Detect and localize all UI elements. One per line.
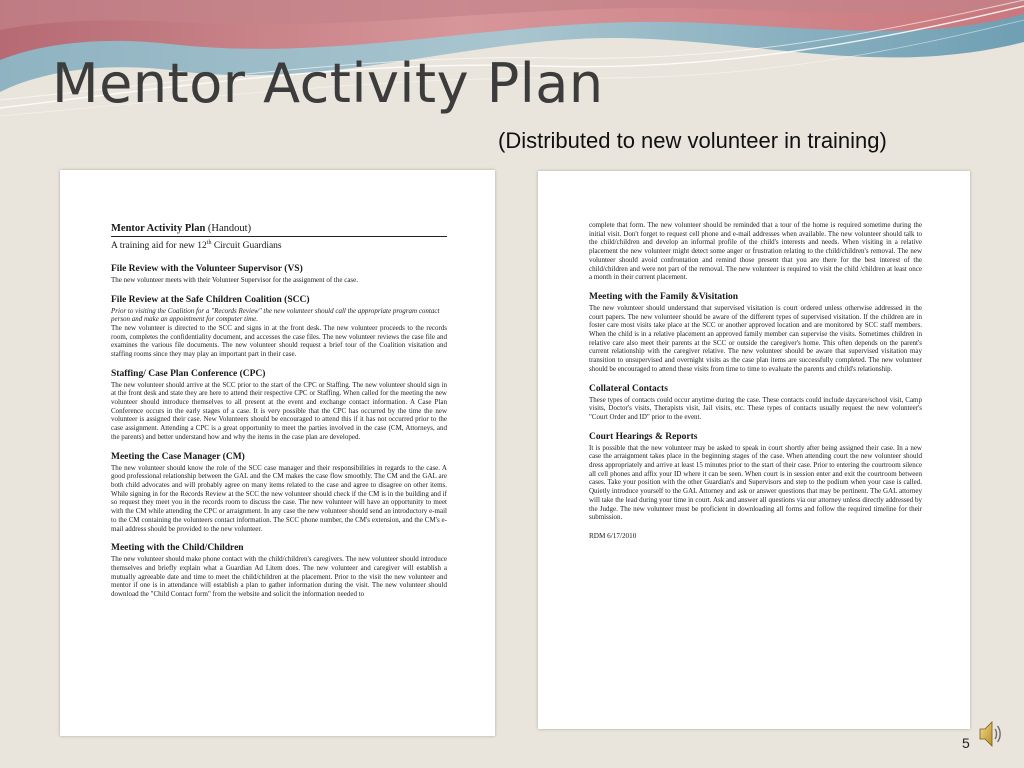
- section-heading: Meeting with the Child/Children: [111, 543, 244, 554]
- section-body: The new volunteer meets with their Volunteer Supervisor for the assignment of the case.: [111, 276, 359, 285]
- section-body: The new volunteer should arrive at the SCC prior to the start of the CPC or Staffing. The new volunteer should sign in at the front desk and state they are here to attend their respective CPC or Staffing. When called for the meeting the new volunteer should introduce themselves to all present at the event and exchange contact information. A Case Plan Conference occurs in the early stages of a case. It is very possible that the CPC has occurred by the time the new volunteer is assigned their case. New Volunteers should be encouraged to attend this if it has not occurred prior to the case assignment. Attending a CPC is a great opportunity to meet the parties involved in the case (CM, Attorneys, and the parents) and better understand how and why the items in the case plan are developed.: [111, 380, 447, 441]
- handout-subtitle: A training aid for new 12th Circuit Guardians: [111, 236, 447, 252]
- section-heading: Meeting the Case Manager (CM): [111, 451, 245, 462]
- section-body: The new volunteer should know the role of the SCC case manager and their responsibilities in regards to the case. A good professional relationship between the GAL and the CM makes the case flow smoothly. The CM and the GAL are both child advocates and will probably agree on many items related to the case and agree to disagree on other items. While signing in for the Records Review at the SCC the new volunteer should check if the CM is in the building and if so request they meet you in the records room to discuss the case. The new volunteer will have an opportunity to meet with the CM while attending the CPC or arraignment. In any case the new volunteer should send an introductory e-mail to the CM containing the volunteers contact information. The SCC phone number, the CM's extension, and the CM's e-mail address should be provided to the new volunteer.: [111, 463, 447, 533]
- section-heading: Collateral Contacts: [589, 383, 668, 394]
- section-heading: File Review at the Safe Children Coalition (SCC): [111, 294, 310, 305]
- section-child-children: [111, 543, 447, 599]
- handout-page-2: [538, 171, 970, 729]
- page-number: 5: [962, 735, 970, 751]
- slide-subtitle: (Distributed to new volunteer in training): [498, 128, 887, 153]
- section-body: These types of contacts could occur anytime during the case. These contacts could include daycare/school visit, Camp visits, Doctor's visits, Therapists visit, Jail visits, etc. These types of contacts usually request the new volunteer's "Court Order and ID" prior to the event.: [589, 395, 922, 421]
- handout-title-text: Mentor Activity Plan: [111, 223, 206, 234]
- section-note: Prior to visiting the Coalition for a "Records Review" the new volunteer should call the appropriate program contact person and make an appointment for computer time.: [111, 306, 440, 324]
- slide-title: Mentor Activity Plan: [52, 52, 604, 115]
- handout-page-1: [60, 170, 495, 736]
- section-family-visitation: [589, 292, 922, 374]
- section-file-review-vs: [111, 264, 447, 285]
- section-court-hearings: [589, 432, 922, 522]
- section-heading: Staffing/ Case Plan Conference (CPC): [111, 368, 266, 379]
- section-staffing-cpc: [111, 369, 447, 442]
- handout-label: (Handout): [207, 223, 252, 234]
- section-heading: Court Hearings & Reports: [589, 431, 698, 442]
- signoff: RDM 6/17/2010: [589, 531, 637, 540]
- speaker-icon[interactable]: [978, 718, 1002, 750]
- section-heading: File Review with the Volunteer Supervisor (VS): [111, 264, 303, 275]
- section-body: It is possible that the new volunteer may be asked to speak in court shortly after being assigned their case. In a new case the arraignment takes place in the beginning stages of the case. When attending court the new volunteer should dress appropriately and arrive at least 15 minutes prior to the start of their case. Prior to entering the courtroom silence all cell phones and affix your ID where it can be seen. When court is in session enter and exit the courtroom between cases. Take your position with the other Guardian's and Supervisors and step to the podium when your case is called. Quietly introduce yourself to the GAL Attorney and ask or answer questions that may be pertinent. The GAL attorney will take the lead during your time in court. Ask and answer all questions via our attorney unless directly addressed by the Judge. The new volunteer must be proficient in downloading all forms and follow the required timeline for their submission.: [589, 443, 922, 522]
- section-body: The new volunteer should make phone contact with the child/children's caregivers. The new volunteer should introduce themselves and briefly explain what a Guardian Ad Litem does. The new volunteer and caregiver will establish a mutually agreeable date and time to meet the child/children at the placement. Prior to the visit the new volunteer and mentor if one is in attendance will establish a plan to gather information during the visit. The new volunteer should download the "Child Contact form" from the website and solicit the information needed to: [111, 555, 447, 599]
- section-collateral-contacts: [589, 384, 922, 422]
- handout-title: [111, 222, 447, 235]
- section-file-review-scc: [111, 295, 447, 359]
- continuation-body: complete that form. The new volunteer should be reminded that a tour of the home is required sometime during the initial visit. Don't forget to request cell phone and e-mail addresses when available. The new volunteer should talk to the child/children and develop an informal profile of the child's interests and needs. When visiting in a relative placement the new volunteer might detect some anger or frustration relating to the child/children's removal. The new volunteer should avoid confrontation and remind those present that you are there for the best interest of the child/children and were not part of the removal. The new volunteer is required to visit the child /children at least once a month in their current placement.: [589, 221, 922, 282]
- section-heading: Meeting with the Family &Visitation: [589, 291, 738, 302]
- section-body: The new volunteer is directed to the SCC and signs in at the front desk. The new volunteer proceeds to the records room, completes the confidentiality document, and accesses the case files. The new volunteer reviews the case file and examines the various file documents. The new volunteer should request a brief tour of the Coalition visitation and staffing rooms since they may play an important part in their case.: [111, 323, 447, 358]
- section-case-manager: [111, 452, 447, 534]
- section-body: The new volunteer should understand that supervised visitation is court ordered unless otherwise addressed in the court papers. The new volunteer should be aware of the different types of supervised visitation. If the children are in foster care most visits take place at the SCC or another approved location and are monitored by SCC staff members. When the child is in a relative placement an approved family member can supervise the visits. Sometimes children in relative care also meet their parents at the SCC or outside the caregiver's home. This often depends on the parent's current relationship with the caregiver relative. The new volunteer should be aware that supervised visitation may transition to unsupervised and overnight visits as the case plan items are successfully completed. The new volunteer should be encouraged to attend these visits from time to time to evaluate the parents and child's relationship.: [589, 303, 922, 373]
- section-continuation: [589, 221, 922, 282]
